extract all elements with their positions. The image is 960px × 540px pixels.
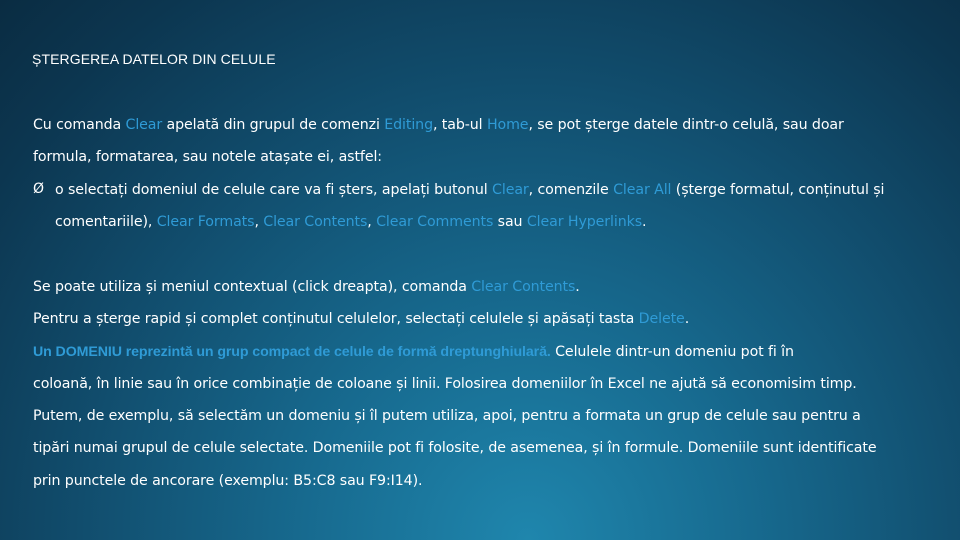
keyword-delete: Delete (638, 311, 685, 327)
text: apelată din grupul de comenzi (162, 117, 385, 133)
text: Celulele dintr-un domeniu pot fi în (550, 344, 794, 360)
paragraph-domain-line-5: prin punctele de ancorare (exemplu: B5:C8 sau F9:I14). (33, 473, 423, 489)
paragraph-domain-line-3: Putem, de exemplu, să selectăm un domeniu și îl putem utiliza, apoi, pentru a formata un grup de celule sau pentru a (33, 408, 861, 424)
bullet-arrow-icon: Ø (33, 181, 45, 197)
paragraph-delete-key (33, 311, 689, 327)
text: o selectați domeniul de celule care va fi șters, apelați butonul (55, 182, 493, 198)
keyword-editing: Editing (384, 117, 433, 133)
keyword-home: Home (486, 117, 529, 133)
text: . (575, 279, 580, 295)
keyword-clear-all: Clear All (613, 182, 672, 198)
paragraph-intro-line-1 (33, 117, 844, 133)
text: , comenzile (528, 182, 614, 198)
keyword-clear: Clear (492, 182, 529, 198)
paragraph-intro-line-2: formula, formatarea, sau notele atașate ei, astfel: (33, 149, 382, 165)
text: , tab-ul (432, 117, 487, 133)
text: Se poate utiliza și meniul contextual (click dreapta), comanda (33, 279, 472, 295)
text: . (684, 311, 690, 327)
paragraph-context-menu (33, 279, 580, 295)
keyword-clear-contents: Clear Contents (263, 214, 368, 230)
text: (șterge formatul, conținutul și (671, 182, 885, 198)
keyword-clear-comments: Clear Comments (376, 214, 494, 230)
text: . (642, 214, 647, 230)
text: comentariile), (55, 214, 157, 230)
text: , se pot șterge datele dintr-o celulă, sau doar (528, 117, 844, 133)
paragraph-domain-line-1 (33, 344, 794, 360)
text: sau (493, 214, 527, 230)
slide-title: ȘTERGEREA DATELOR DIN CELULE (32, 51, 276, 67)
keyword-clear: Clear (125, 117, 163, 133)
text: Pentru a șterge rapid și complet conținutul celulelor, selectați celulele și apăsați tasta (33, 311, 639, 327)
keyword-clear-hyperlinks: Clear Hyperlinks (526, 214, 642, 230)
bullet-line-2 (55, 214, 646, 230)
paragraph-domain-line-4: tipări numai grupul de celule selectate. Domeniile pot fi folosite, de asemenea, și în formule. Domeniile sunt identificate (33, 440, 877, 456)
keyword-clear-contents: Clear Contents (471, 279, 576, 295)
text: Cu comanda (33, 117, 126, 133)
domain-definition: Un DOMENIU reprezintă un grup compact de celule de formă dreptunghiulară. (33, 344, 551, 360)
keyword-clear-formats: Clear Formats (156, 214, 255, 230)
paragraph-domain-line-2: coloană, în linie sau în orice combinație de coloane și linii. Folosirea domeniilor în Excel ne ajută să economisim timp. (33, 376, 857, 392)
bullet-line-1 (55, 182, 884, 198)
text: , (254, 214, 264, 230)
text: , (367, 214, 377, 230)
